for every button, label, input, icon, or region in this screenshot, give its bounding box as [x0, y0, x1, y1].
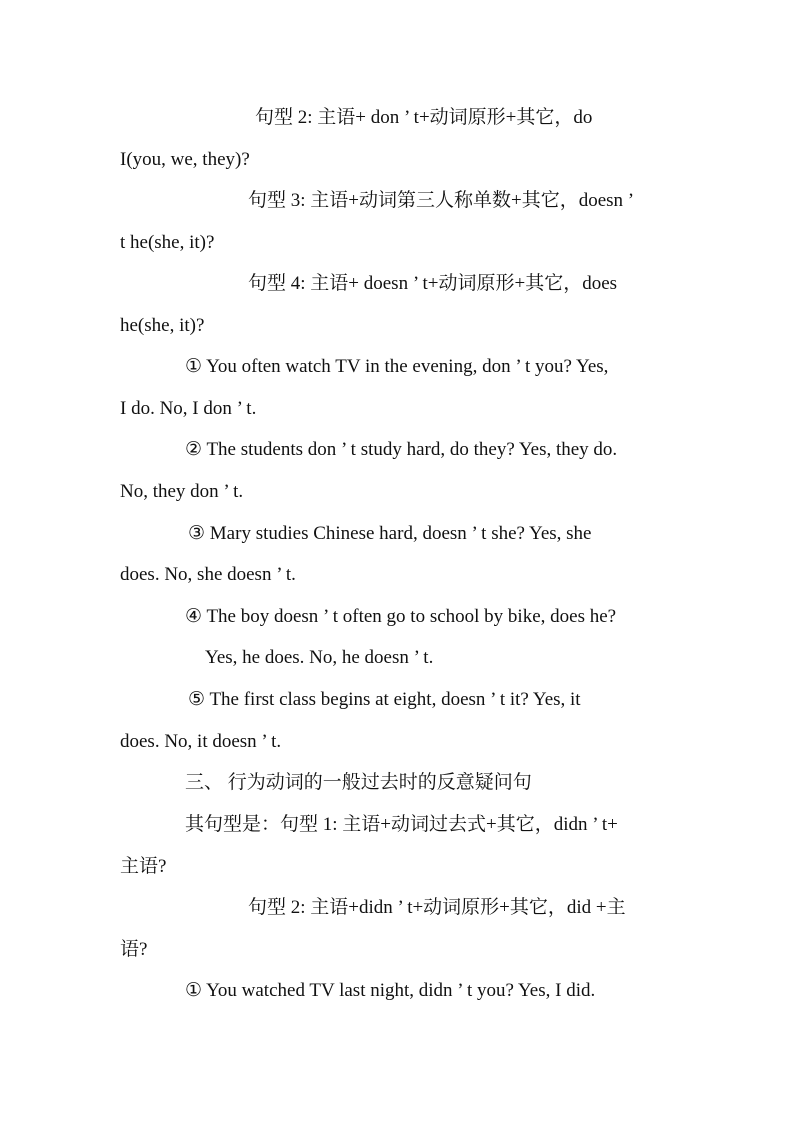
text-line: ④ The boy doesn ’ t often go to school by bike, does he?	[185, 606, 617, 627]
text-line: Yes, he does. No, he doesn ’ t.	[205, 647, 434, 668]
text-line: he(she, it)?	[120, 315, 205, 336]
text-line: I(you, we, they)?	[120, 149, 250, 170]
text-line: ⑤ The first class begins at eight, doesn ’ t it? Yes, it	[188, 689, 581, 710]
text-line: ① You often watch TV in the evening, don ’ t you? Yes,	[185, 356, 609, 377]
text-line: ③ Mary studies Chinese hard, doesn ’ t she? Yes, she	[188, 523, 592, 544]
text-line: ② The students don ’ t study hard, do they? Yes, they do.	[185, 439, 618, 460]
section-heading: 三、 行为动词的一般过去时的反意疑问句	[185, 772, 532, 793]
text-line: 句型 2: 主语+ don ’ t+动词原形+其它，do	[255, 107, 593, 128]
text-line: does. No, it doesn ’ t.	[120, 731, 282, 752]
text-line: 语?	[120, 939, 148, 960]
text-line: 句型 3: 主语+动词第三人称单数+其它，doesn ’	[248, 190, 635, 211]
text-line: I do. No, I don ’ t.	[120, 398, 257, 419]
text-line: 句型 2: 主语+didn ’ t+动词原形+其它，did +主	[248, 897, 626, 918]
text-line: t he(she, it)?	[120, 232, 215, 253]
text-line: ① You watched TV last night, didn ’ t you? Yes, I did.	[185, 980, 596, 1001]
text-line: 其句型是：句型 1: 主语+动词过去式+其它，didn ’ t+	[185, 814, 618, 835]
text-line: No, they don ’ t.	[120, 481, 244, 502]
text-line: 主语?	[120, 856, 167, 877]
text-line: does. No, she doesn ’ t.	[120, 564, 296, 585]
text-line: 句型 4: 主语+ doesn ’ t+动词原形+其它，does	[248, 273, 618, 294]
